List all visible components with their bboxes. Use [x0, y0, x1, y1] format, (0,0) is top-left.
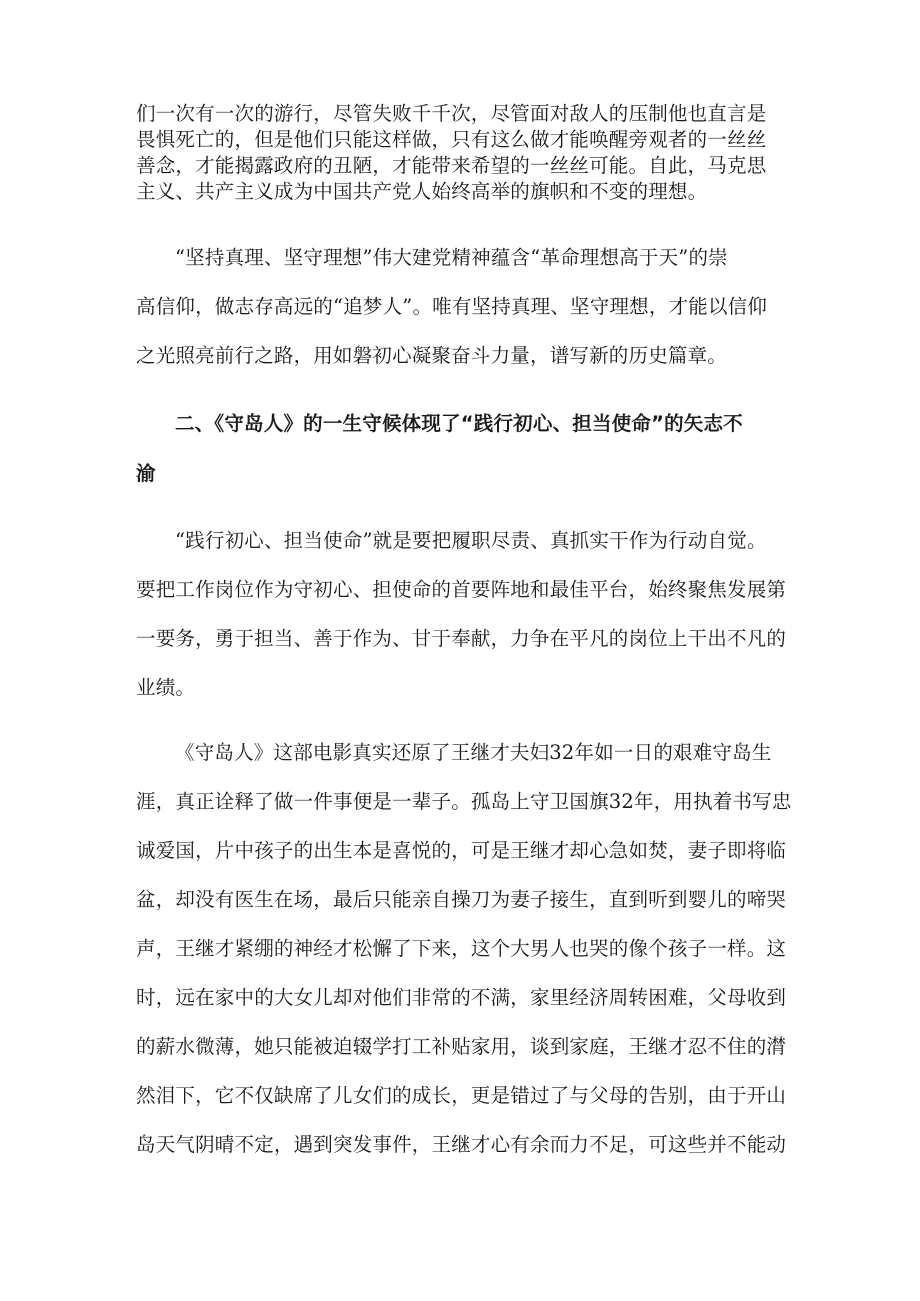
paragraph-line: 时，远在家中的大女儿却对他们非常的不满，家里经济周转困难，父母收到	[136, 986, 787, 1009]
paragraph-line: 业绩。	[136, 676, 196, 699]
paragraph-line: 然泪下，它不仅缺席了儿女们的成长，更是错过了与父母的告别，由于开山	[136, 1084, 787, 1107]
paragraph-line: 诚爱国，片中孩子的出生本是喜悦的，可是王继才却心急如焚，妻子即将临	[136, 839, 787, 862]
paragraph-line: 们一次有一次的游行，尽管失败千千次，尽管面对敌人的压制他也直言是	[136, 102, 767, 125]
paragraph-line: 之光照亮前行之路，用如磐初心凝聚奋斗力量，谱写新的历史篇章。	[136, 344, 728, 367]
paragraph-line: 涯，真正诠释了做一件事便是一辈子。孤岛上守卫国旗32年，用执着书写忠	[136, 790, 792, 813]
paragraph-line: “坚持真理、坚守理想”伟大建党精神蕴含“革命理想高于天”的崇	[175, 246, 728, 269]
paragraph-line: “践行初心、担当使命”就是要把履职尽责、真抓实干作为行动自觉。	[175, 529, 767, 552]
paragraph-line: 声，王继才紧绷的神经才松懈了下来，这个大男人也哭的像个孩子一样。这	[136, 937, 787, 960]
paragraph-line: 高信仰，做志存高远的“追梦人”。唯有坚持真理、坚守理想，才能以信仰	[136, 295, 768, 318]
paragraph-line: 盆，却没有医生在场，最后只能亲自操刀为妻子接生，直到听到婴儿的啼哭	[136, 888, 787, 911]
paragraph-line: 《守岛人》这部电影真实还原了王继才夫妇32年如一日的艰难守岛生	[175, 741, 772, 764]
paragraph-line: 岛天气阴晴不定，遇到突发事件，王继才心有余而力不足，可这些并不能动	[136, 1133, 787, 1156]
heading-line: 二、《守岛人》的一生守候体现了“践行初心、担当使命”的矢志不	[175, 412, 743, 435]
heading-line: 渝	[136, 462, 156, 485]
paragraph-line: 善念，才能揭露政府的丑陋，才能带来希望的一丝丝可能。自此，马克思	[136, 154, 767, 177]
paragraph-line: 主义、共产主义成为中国共产党人始终高举的旗帜和不变的理想。	[136, 180, 708, 203]
paragraph-line: 的薪水微薄，她只能被迫辍学打工补贴家用，谈到家庭，王继才忍不住的潸	[136, 1035, 787, 1058]
paragraph-line: 畏惧死亡的，但是他们只能这样做，只有这么做才能唤醒旁观者的一丝丝	[136, 128, 767, 151]
paragraph-line: 一要务，勇于担当、善于作为、甘于奉献，力争在平凡的岗位上干出不凡的	[136, 627, 787, 650]
paragraph-line: 要把工作岗位作为守初心、担使命的首要阵地和最佳平台，始终聚焦发展第	[136, 578, 787, 601]
